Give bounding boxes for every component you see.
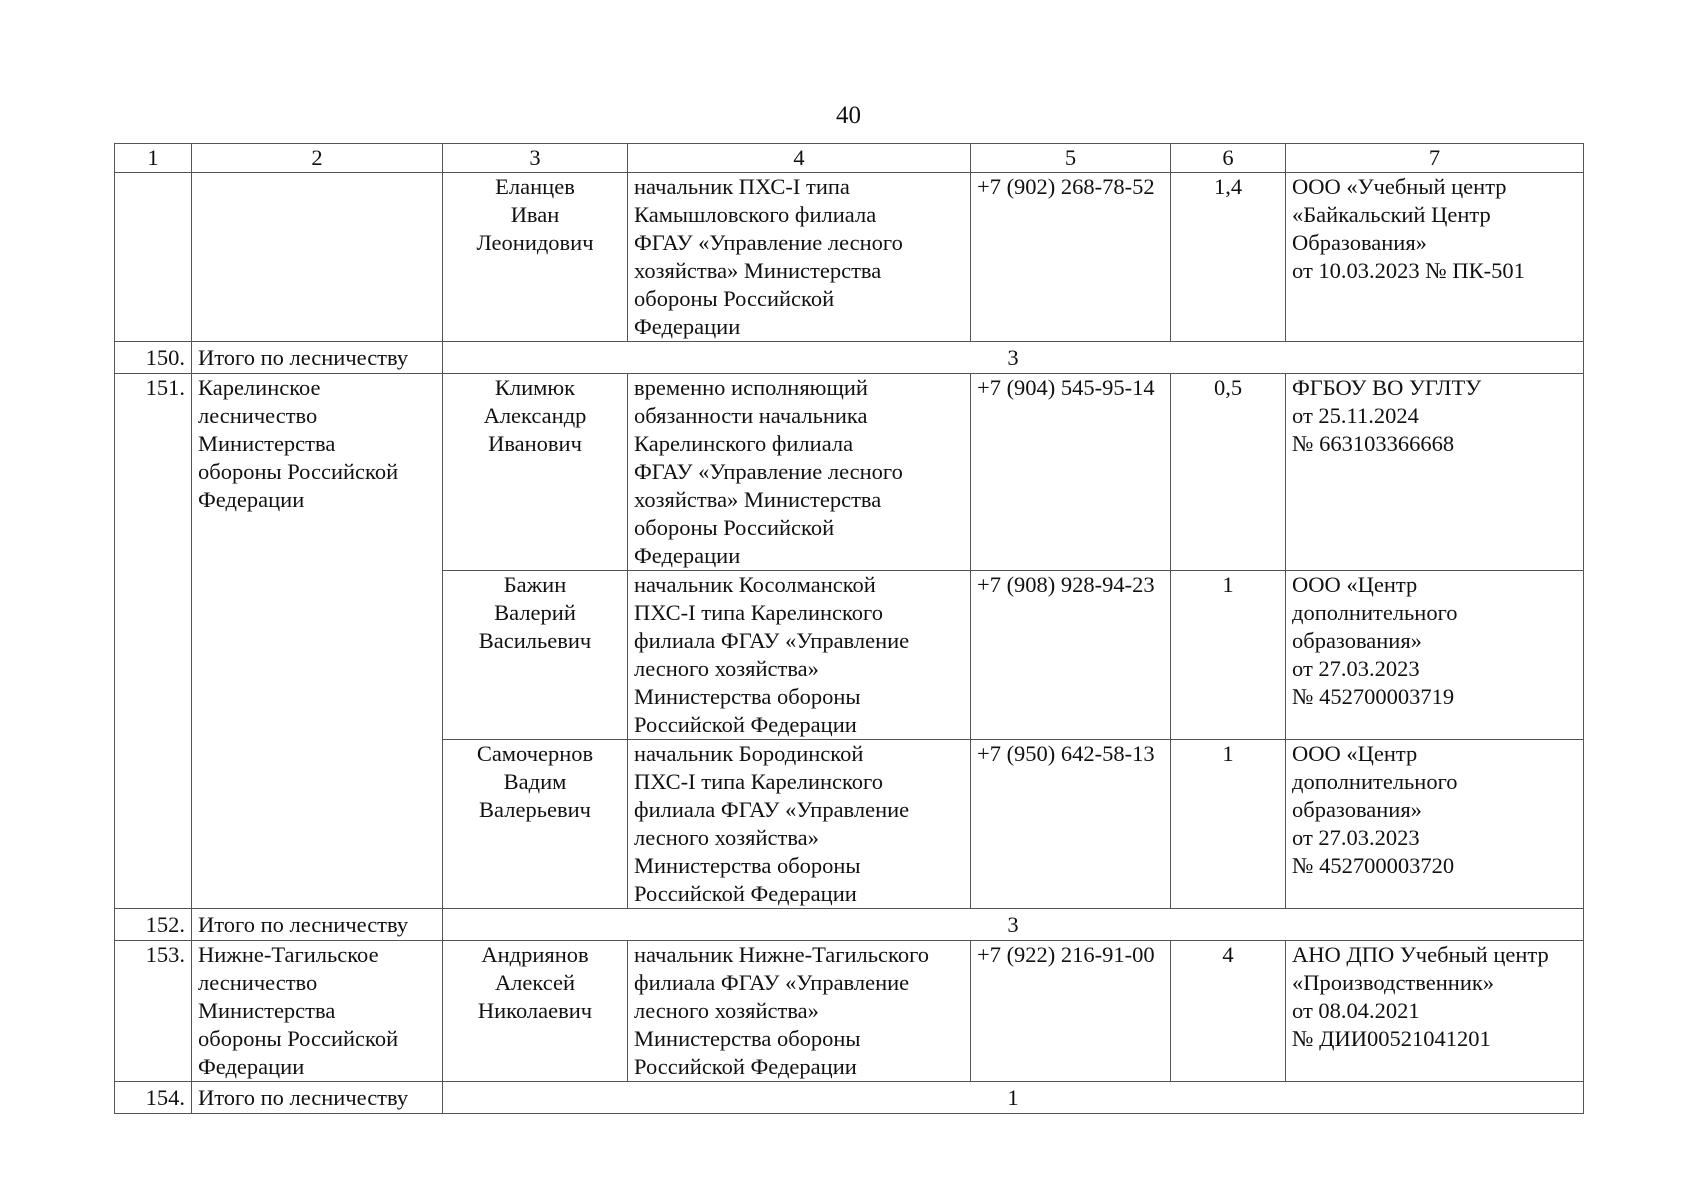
phone-number: +7 (922) 216-91-00 — [971, 941, 1171, 1082]
table-row — [115, 173, 1584, 342]
training-document: ООО «Центр дополнительного образования» от 27.03.2023 № 452700003719 — [1286, 571, 1584, 740]
column-header: 5 — [971, 144, 1171, 173]
column-header: 4 — [628, 144, 971, 173]
total-value: 3 — [443, 342, 1584, 374]
column-header: 3 — [443, 144, 628, 173]
person-name: Бажин Валерий Васильевич — [443, 571, 628, 740]
person-position: временно исполняющий обязанности начальника Карелинского филиала ФГАУ «Управление лесного хозяйства» Министерства обороны Российской Федерации — [628, 374, 971, 571]
page-number: 40 — [836, 102, 861, 129]
training-document: ФГБОУ ВО УГЛТУ от 25.11.2024 № 663103366668 — [1286, 374, 1584, 571]
forestry-name: Карелинское лесничество Министерства обороны Российской Федерации — [192, 374, 443, 909]
rate-value: 1,4 — [1171, 173, 1286, 342]
training-document: ООО «Центр дополнительного образования» от 27.03.2023 № 452700003720 — [1286, 740, 1584, 909]
forestry-name — [192, 173, 443, 342]
person-name: Еланцев Иван Леонидович — [443, 173, 628, 342]
column-header: 1 — [115, 144, 192, 173]
training-document: АНО ДПО Учебный центр «Производственник» от 08.04.2021 № ДИИ00521041201 — [1286, 941, 1584, 1082]
total-row — [115, 1082, 1584, 1114]
column-header: 2 — [192, 144, 443, 173]
table-row — [115, 374, 1584, 571]
row-number: 151. — [115, 374, 192, 909]
column-header: 7 — [1286, 144, 1584, 173]
phone-number: +7 (904) 545-95-14 — [971, 374, 1171, 571]
training-document: ООО «Учебный центр «Байкальский Центр Образования» от 10.03.2023 № ПК-501 — [1286, 173, 1584, 342]
person-position: начальник Бородинской ПХС-I типа Карелинского филиала ФГАУ «Управление лесного хозяйства» Министерства обороны Российской Федерации — [628, 740, 971, 909]
person-position: начальник Косолманской ПХС-I типа Карелинского филиала ФГАУ «Управление лесного хозяйства» Министерства обороны Российской Федерации — [628, 571, 971, 740]
total-label: Итого по лесничеству — [192, 909, 443, 941]
total-label: Итого по лесничеству — [192, 342, 443, 374]
person-name: Андриянов Алексей Николаевич — [443, 941, 628, 1082]
person-name: Климюк Александр Иванович — [443, 374, 628, 571]
person-position: начальник ПХС-I типа Камышловского филиала ФГАУ «Управление лесного хозяйства» Министерства обороны Российской Федерации — [628, 173, 971, 342]
total-row — [115, 342, 1584, 374]
rate-value: 0,5 — [1171, 374, 1286, 571]
rate-value: 1 — [1171, 571, 1286, 740]
table-row — [115, 941, 1584, 1082]
phone-number: +7 (950) 642-58-13 — [971, 740, 1171, 909]
forestry-name: Нижне-Тагильское лесничество Министерства обороны Российской Федерации — [192, 941, 443, 1082]
person-name: Самочернов Вадим Валерьевич — [443, 740, 628, 909]
row-number: 154. — [115, 1082, 192, 1114]
person-position: начальник Нижне-Тагильского филиала ФГАУ «Управление лесного хозяйства» Министерства обороны Российской Федерации — [628, 941, 971, 1082]
column-header: 6 — [1171, 144, 1286, 173]
rate-value: 1 — [1171, 740, 1286, 909]
total-value: 3 — [443, 909, 1584, 941]
row-number: 152. — [115, 909, 192, 941]
column-header-row — [115, 144, 1584, 173]
row-number: 150. — [115, 342, 192, 374]
total-value: 1 — [443, 1082, 1584, 1114]
total-label: Итого по лесничеству — [192, 1082, 443, 1114]
staff-table — [114, 143, 1584, 1114]
rate-value: 4 — [1171, 941, 1286, 1082]
row-number — [115, 173, 192, 342]
total-row — [115, 909, 1584, 941]
phone-number: +7 (902) 268-78-52 — [971, 173, 1171, 342]
row-number: 153. — [115, 941, 192, 1082]
phone-number: +7 (908) 928-94-23 — [971, 571, 1171, 740]
